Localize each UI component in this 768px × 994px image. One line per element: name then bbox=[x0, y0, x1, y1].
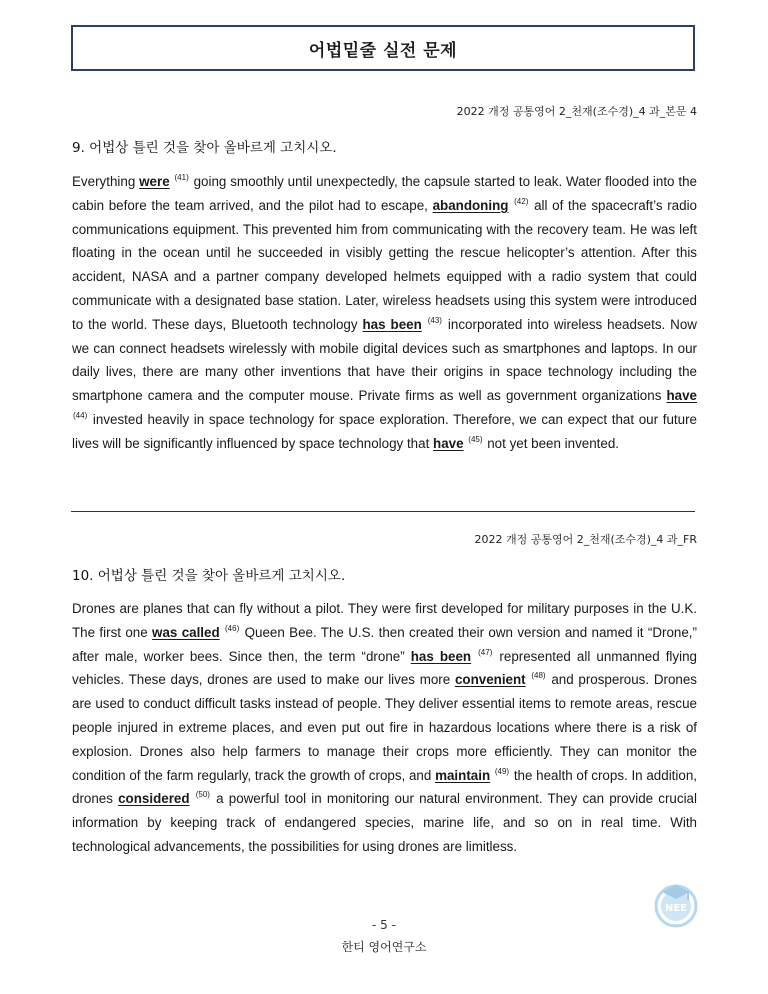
passage-text: the health of crops. In addition, drones bbox=[72, 767, 697, 807]
page-title: 어법밑줄 실전 문제 bbox=[308, 40, 458, 61]
passage-text: a powerful tool in monitoring our natural environment. They can provide crucial information by keeping track of endangered species, marine life, and so on in real time. With technological advancements, the possibilities for using drones are limitless. bbox=[72, 791, 697, 854]
source-label-1: 2022 개정 공통영어 2_천재(조수경)_4 과_본문 4 bbox=[456, 105, 697, 118]
blank-number: (42) bbox=[514, 196, 529, 206]
logo-text: NEE bbox=[664, 903, 688, 914]
blank-number: (46) bbox=[225, 623, 240, 633]
passage-text: represented all unmanned flying vehicles. These days, drones are used to make our lives more bbox=[72, 648, 697, 688]
underlined-word: considered bbox=[118, 791, 190, 807]
blank-number: (44) bbox=[73, 410, 88, 420]
source-label-2: 2022 개정 공통영어 2_천재(조수경)_4 과_FR bbox=[474, 533, 697, 546]
passage-text: Everything bbox=[72, 174, 140, 189]
passage-text: not yet been invented. bbox=[483, 435, 620, 451]
publisher-name: 한티 영어연구소 bbox=[341, 940, 427, 954]
blank-number: (47) bbox=[478, 647, 493, 657]
passage-text: invested heavily in space technology for space exploration. Therefore, we can expect that our future lives will be significantly influenced by space technology that bbox=[72, 411, 697, 451]
underlined-word: was called bbox=[152, 624, 220, 640]
underlined-word: have bbox=[433, 435, 464, 451]
underlined-word: has been bbox=[362, 316, 422, 332]
passage-text: Queen Bee. The U.S. then created their own version and named it “Drone,” after male, worker bees. Since then, the term “drone” bbox=[72, 624, 697, 664]
blank-number: (49) bbox=[494, 766, 510, 776]
passage-text: all of the spacecraft’s radio communications equipment. This prevented him from communicating with the recovery team. He was left floating in the ocean until he succeeded in visibly getting the rescue helicopter’s attention. After this accident, NASA and a partner company developed helmets equipped with a radio system that could communicate with a designated base station. Later, wireless headsets using this system were introduced to the world. These days, Bluetooth technology bbox=[72, 197, 697, 332]
section-divider bbox=[71, 511, 695, 512]
page-number: - 5 - bbox=[372, 918, 396, 932]
blank-number: (48) bbox=[531, 671, 546, 681]
blank-number: (41) bbox=[174, 173, 189, 182]
passage-text: and prosperous. Drones are used to conduct difficult tasks instead of people. They deliver essential items to remote areas, rescue people injured in extreme places, and even put out fire in hazardous locations where there is a risk of explosion. Drones also help farmers to manage their crops more efficiently. They can monitor the condition of the farm regularly, track the growth of crops, and bbox=[72, 672, 697, 783]
underlined-word: abandoning bbox=[432, 197, 509, 213]
underlined-word: convenient bbox=[454, 672, 526, 688]
passage-9 bbox=[72, 170, 697, 456]
passage-10 bbox=[72, 597, 697, 859]
passage-text: incorporated into wireless headsets. Now we can connect headsets wirelessly with mobile digital devices such as smartphones and laptops. In our daily lives, there are many other inventions that have their origins in space technology including the smartphone camera and the computer mouse. Private firms as well as government organizations bbox=[72, 316, 697, 404]
blank-number: (50) bbox=[195, 790, 210, 800]
underlined-word: maintain bbox=[435, 767, 491, 783]
underlined-word: have bbox=[666, 388, 697, 404]
passage-text: Drones are planes that can fly without a pilot. They were first developed for military purposes in the U.K. The first one bbox=[72, 601, 697, 640]
page-title-box bbox=[71, 25, 695, 71]
underlined-word: were bbox=[139, 174, 170, 189]
question-10: 10. 어법상 틀린 것을 찾아 올바르게 고치시오. bbox=[72, 568, 346, 584]
blank-number: (43) bbox=[427, 315, 442, 325]
question-9: 9. 어법상 틀린 것을 찾아 올바르게 고치시오. bbox=[72, 140, 337, 156]
passage-text: going smoothly until unexpectedly, the capsule started to leak. Water flooded into the cabin before the team arrived, and the pilot had to escape, bbox=[72, 174, 697, 213]
blank-number: (45) bbox=[468, 434, 483, 444]
underlined-word: has been bbox=[410, 648, 472, 664]
